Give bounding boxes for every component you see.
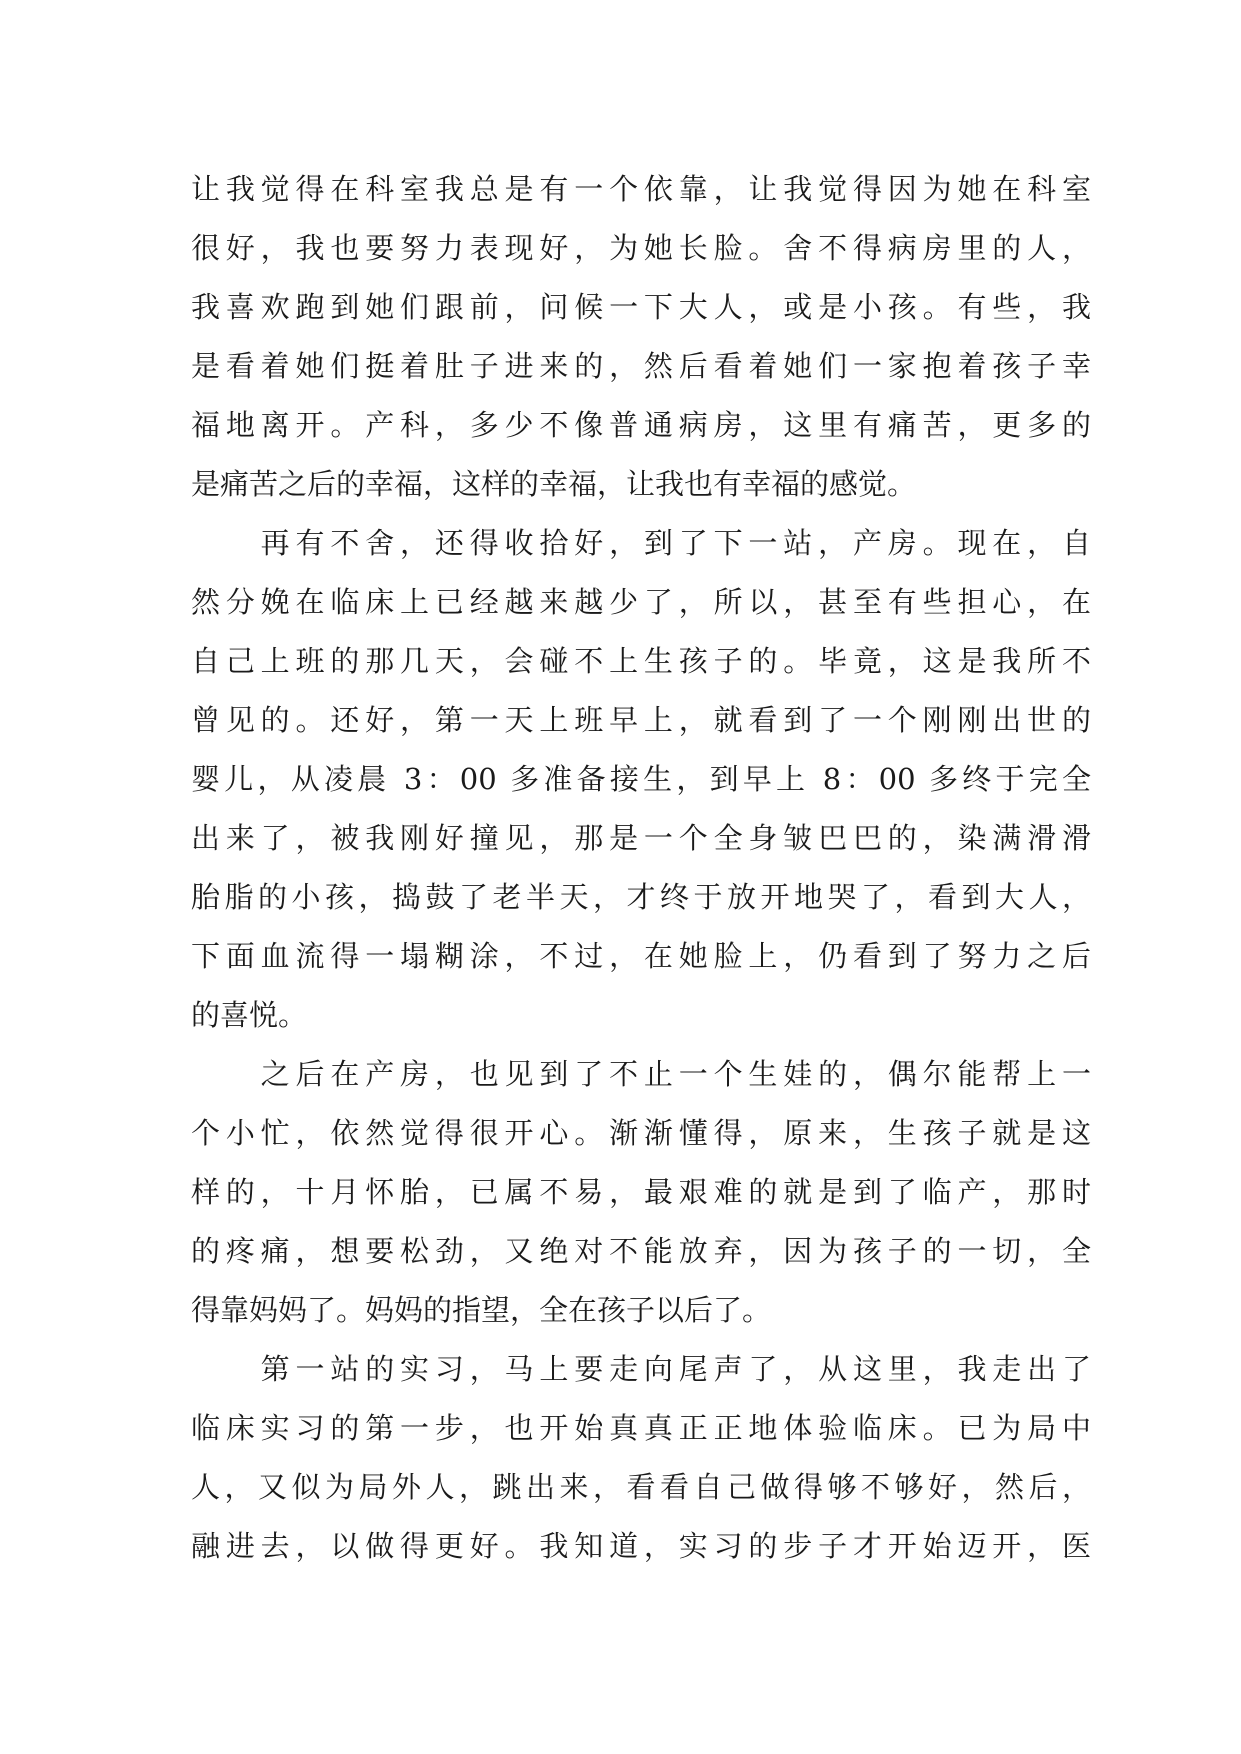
text-line: 样的，十月怀胎，已属不易，最艰难的就是到了临产，那时: [191, 1175, 1091, 1209]
text-line: 的疼痛，想要松劲，又绝对不能放弃，因为孩子的一切，全: [191, 1234, 1091, 1268]
text-line: 第一站的实习，马上要走向尾声了，从这里，我走出了: [191, 1352, 1091, 1386]
text-line: 临床实习的第一步，也开始真真正正地体验临床。已为局中: [191, 1411, 1091, 1445]
body-text: [191, 160, 1091, 1576]
text-line: 自己上班的那几天，会碰不上生孩子的。毕竟，这是我所不: [191, 644, 1091, 678]
text-line: 下面血流得一塌糊涂，不过，在她脸上，仍看到了努力之后: [191, 939, 1091, 973]
text-line: 福地离开。产科，多少不像普通病房，这里有痛苦，更多的: [191, 408, 1091, 442]
text-line: 融进去，以做得更好。我知道，实习的步子才开始迈开，医: [191, 1529, 1091, 1563]
text-line: 个小忙，依然觉得很开心。渐渐懂得，原来，生孩子就是这: [191, 1116, 1091, 1150]
text-line: 人，又似为局外人，跳出来，看看自己做得够不够好，然后，: [191, 1470, 1091, 1504]
text-line: 胎脂的小孩，捣鼓了老半天，才终于放开地哭了，看到大人，: [191, 880, 1091, 914]
text-line: 出来了，被我刚好撞见，那是一个全身皱巴巴的，染满滑滑: [191, 821, 1091, 855]
text-line: 再有不舍，还得收拾好，到了下一站，产房。现在，自: [191, 526, 1091, 560]
text-line: 我喜欢跑到她们跟前，问候一下大人，或是小孩。有些，我: [191, 290, 1091, 324]
text-line: 很好，我也要努力表现好，为她长脸。舍不得病房里的人，: [191, 231, 1091, 265]
text-line: 是看着她们挺着肚子进来的，然后看着她们一家抱着孩子幸: [191, 349, 1091, 383]
text-line: 婴儿，从凌晨 3：00 多准备接生，到早上 8：00 多终于完全: [191, 762, 1091, 796]
text-line: 的喜悦。: [191, 998, 308, 1032]
text-line: 是痛苦之后的幸福，这样的幸福，让我也有幸福的感觉。: [191, 467, 917, 501]
text-line: 得靠妈妈了。妈妈的指望，全在孩子以后了。: [191, 1293, 772, 1327]
text-line: 让我觉得在科室我总是有一个依靠，让我觉得因为她在科室: [191, 172, 1091, 206]
text-line: 之后在产房，也见到了不止一个生娃的，偶尔能帮上一: [191, 1057, 1091, 1091]
text-line: 然分娩在临床上已经越来越少了，所以，甚至有些担心，在: [191, 585, 1091, 619]
text-line: 曾见的。还好，第一天上班早上，就看到了一个刚刚出世的: [191, 703, 1091, 737]
